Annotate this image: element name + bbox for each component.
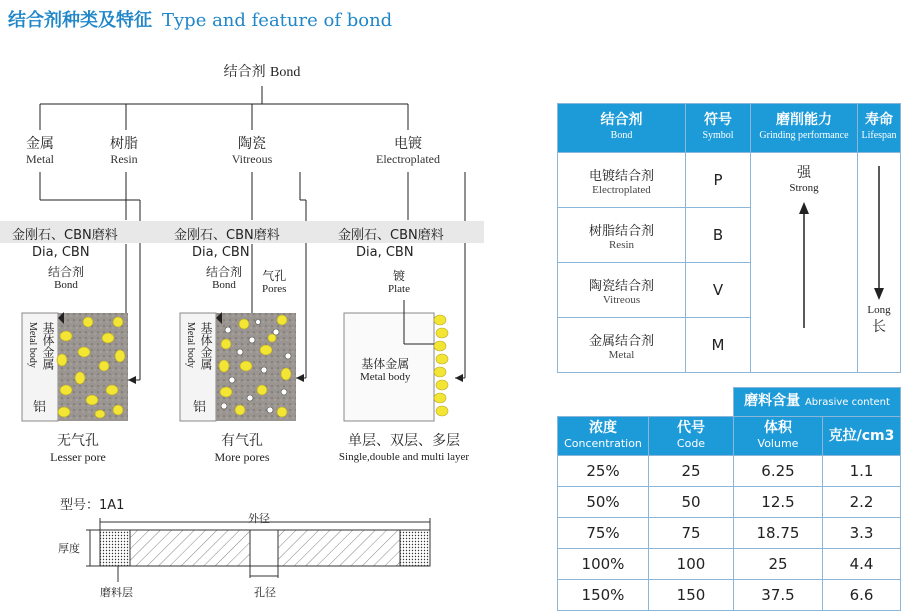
cell: 150% xyxy=(558,580,649,611)
wheel-outer-label: 外径 xyxy=(248,512,270,525)
bond-symbol: V xyxy=(686,263,751,318)
table-row xyxy=(558,549,901,580)
cell: 37.5 xyxy=(734,580,823,611)
th-concentration: 浓度 Concentration xyxy=(558,417,649,456)
cell: 100 xyxy=(649,549,734,580)
cell: 2.2 xyxy=(823,487,901,518)
wheel-model: 型号：1A1 xyxy=(60,498,125,513)
th-code: 代号 Code xyxy=(649,417,734,456)
mid-metal-body-en: Metal body xyxy=(185,322,196,368)
wheel-abrasive-layer-label: 磨料层 xyxy=(100,586,133,599)
blank-header xyxy=(558,388,734,417)
dia-label-mid: Dia, CBN xyxy=(192,245,250,260)
bond-table-header xyxy=(558,104,901,153)
wheel-bore-label: 孔径 xyxy=(254,586,276,599)
cell: 3.3 xyxy=(823,518,901,549)
long-en: Long xyxy=(867,304,891,316)
cell: 18.75 xyxy=(734,518,823,549)
cell: 25 xyxy=(734,549,823,580)
th-carat: 克拉/cm3 xyxy=(823,417,901,456)
tree-metal: 金属 Metal xyxy=(26,136,54,166)
grinding-cell xyxy=(751,153,858,373)
bond-name: 金属结合剂 Metal xyxy=(558,318,686,373)
cell: 50 xyxy=(649,487,734,518)
table-row xyxy=(558,153,901,208)
tree-resin: 树脂 Resin xyxy=(110,136,138,166)
down-arrow-icon xyxy=(869,164,889,304)
table-row xyxy=(558,580,901,611)
left-caption: 无气孔 Lesser pore xyxy=(50,433,106,464)
band-label-left: 金刚石、CBN磨料 xyxy=(12,228,118,243)
cell: 6.6 xyxy=(823,580,901,611)
right-caption: 单层、双层、多层 Single,double and multi layer xyxy=(338,433,470,463)
tree-root: 结合剂 Bond xyxy=(223,64,301,80)
strong-cn: 强 xyxy=(797,165,811,181)
page-title: 结合剂种类及特征 Type and feature of bond xyxy=(8,10,393,31)
mid-metal-body-cn: 基体金属 xyxy=(199,322,213,370)
bond-symbol: P xyxy=(686,153,751,208)
lifespan-cell xyxy=(858,153,901,373)
th-lifespan: 寿命 Lifespan xyxy=(858,104,901,153)
abrasive-table-header xyxy=(558,417,901,456)
left-metal-body-cn: 基体金属 xyxy=(41,322,55,370)
strong-en: Strong xyxy=(789,182,819,194)
cell: 75 xyxy=(649,518,734,549)
th-bond: 结合剂 Bond xyxy=(558,104,686,153)
table-row xyxy=(558,456,901,487)
cell: 4.4 xyxy=(823,549,901,580)
cell: 25% xyxy=(558,456,649,487)
tree-electroplated: 电镀 Electroplated xyxy=(376,136,440,166)
wheel-thickness-label: 厚度 xyxy=(58,542,80,555)
dia-label-left: Dia, CBN xyxy=(32,245,90,260)
bond-table xyxy=(557,103,901,373)
up-arrow-icon xyxy=(794,200,814,330)
th-abrasive-content: 磨料含量 Abrasive content xyxy=(734,388,901,417)
bond-name: 电镀结合剂 Electroplated xyxy=(558,153,686,208)
mid-bond-label: 结合剂 Bond xyxy=(206,265,243,291)
band-label-right: 金刚石、CBN磨料 xyxy=(338,228,444,243)
cell: 6.25 xyxy=(734,456,823,487)
cell: 150 xyxy=(649,580,734,611)
left-aluminum: 铝 xyxy=(33,400,47,415)
right-plate-label: 镀 Plate xyxy=(388,269,410,295)
band-label-mid: 金刚石、CBN磨料 xyxy=(174,228,280,243)
right-metal-body: 基体金属 Metal body xyxy=(360,357,411,383)
dia-label-right: Dia, CBN xyxy=(356,245,414,260)
bond-name: 陶瓷结合剂 Vitreous xyxy=(558,263,686,318)
mid-pores-label: 气孔 Pores xyxy=(262,269,287,295)
tree-vitreous: 陶瓷 Vitreous xyxy=(231,136,273,166)
th-grinding: 磨削能力 Grinding performance xyxy=(751,104,858,153)
cell: 12.5 xyxy=(734,487,823,518)
abrasive-table xyxy=(557,387,901,611)
left-bond-label: 结合剂 Bond xyxy=(48,265,85,291)
cell: 1.1 xyxy=(823,456,901,487)
cell: 75% xyxy=(558,518,649,549)
cell: 50% xyxy=(558,487,649,518)
long-cn: 长 xyxy=(872,319,886,335)
table-row xyxy=(558,518,901,549)
table-row xyxy=(558,487,901,518)
mid-caption: 有气孔 More pores xyxy=(214,433,270,464)
cell: 100% xyxy=(558,549,649,580)
cell: 25 xyxy=(649,456,734,487)
th-symbol: 符号 Symbol xyxy=(686,104,751,153)
bond-symbol: M xyxy=(686,318,751,373)
bond-symbol: B xyxy=(686,208,751,263)
abrasive-table-group-header xyxy=(558,388,901,417)
left-metal-body-en: Metal body xyxy=(27,322,38,368)
mid-aluminum: 铝 xyxy=(193,400,207,415)
bond-name: 树脂结合剂 Resin xyxy=(558,208,686,263)
th-volume: 体积 Volume xyxy=(734,417,823,456)
